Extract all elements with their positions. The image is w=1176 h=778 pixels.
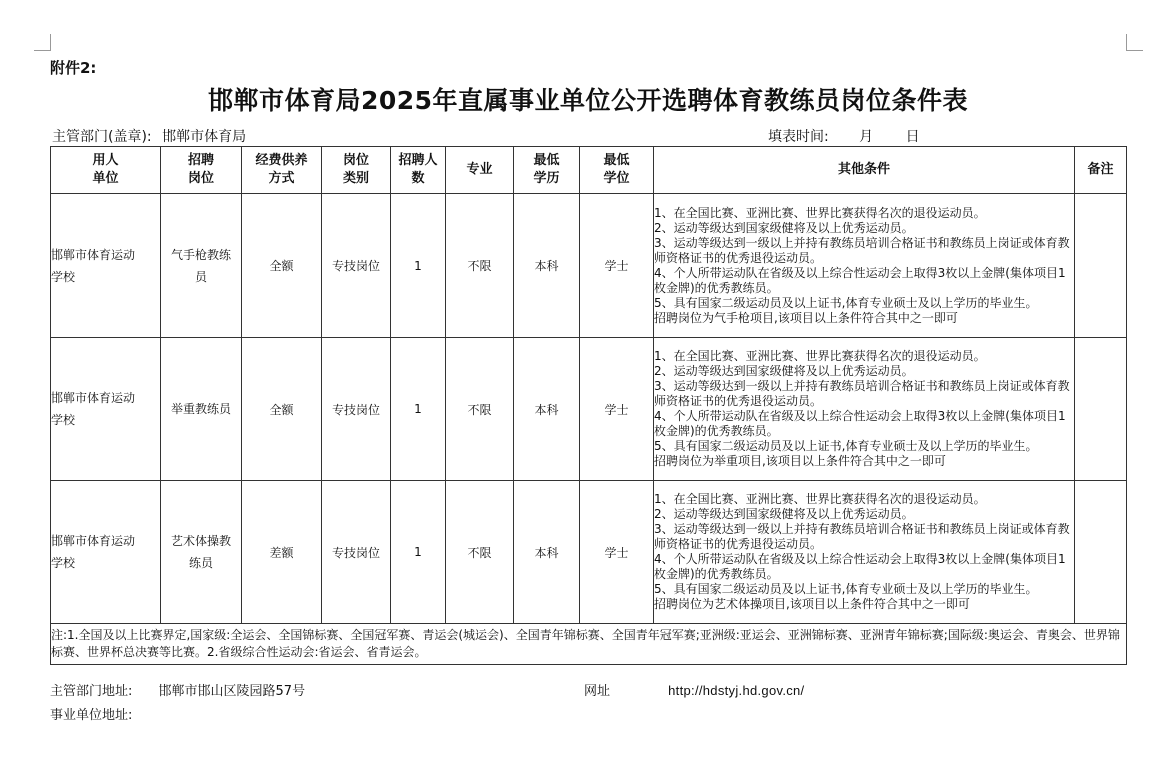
fill-time-day: 日 (905, 129, 920, 145)
condition-item: 3、运动等级达到一级以上并持有教练员培训合格证书和教练员上岗证或体育教师资格证书的优秀退役运动员。 (654, 379, 1070, 408)
condition-item: 4、个人所带运动队在省级及以上综合性运动会上取得3枚以上金牌(集体项目1枚金牌)的优秀教练员。 (654, 265, 1066, 295)
cell-post: 举重教练员 (161, 338, 242, 481)
cell-post-type: 专技岗位 (322, 338, 391, 481)
header-min-degree: 最低 学位 (580, 147, 654, 194)
cell-major: 不限 (446, 338, 514, 481)
cell-post: 气手枪教练 员 (161, 194, 242, 338)
cell-unit: 邯郸市体育运动 学校 (51, 194, 161, 338)
dept-value: 邯郸市体育局 (162, 129, 247, 145)
fill-time-month: 月 (859, 129, 874, 145)
cell-other-conditions (654, 338, 1075, 481)
header-remark: 备注 (1075, 147, 1127, 194)
position-conditions-table (50, 146, 1127, 665)
dept-label: 主管部门(盖章): (52, 129, 152, 145)
condition-item: 1、在全国比赛、亚洲比赛、世界比赛获得名次的退役运动员。 (654, 205, 986, 220)
unit-address-label: 事业单位地址: (50, 708, 133, 723)
condition-item: 2、运动等级达到国家级健将及以上优秀运动员。 (654, 507, 914, 521)
condition-item: 3、运动等级达到一级以上并持有教练员培训合格证书和教练员上岗证或体育教师资格证书的优秀退役运动员。 (654, 522, 1070, 551)
cell-remark (1075, 338, 1127, 481)
cell-min-degree: 学士 (580, 194, 654, 338)
cell-headcount: 1 (391, 194, 446, 338)
table-row (51, 338, 1127, 481)
cell-min-education: 本科 (514, 338, 580, 481)
table-note-row (51, 624, 1127, 665)
condition-item: 5、具有国家二级运动员及以上证书,体育专业硕士及以上学历的毕业生。 (654, 295, 1038, 310)
condition-item: 5、具有国家二级运动员及以上证书,体育专业硕士及以上学历的毕业生。 (654, 582, 1038, 596)
dept-address-value: 邯郸市邯山区陵园路57号 (158, 684, 306, 699)
header-major: 专业 (446, 147, 514, 194)
condition-item: 4、个人所带运动队在省级及以上综合性运动会上取得3枚以上金牌(集体项目1枚金牌)的优秀教练员。 (654, 409, 1066, 438)
fill-time (768, 126, 920, 146)
header-post: 招聘 岗位 (161, 147, 242, 194)
condition-item: 2、运动等级达到国家级健将及以上优秀运动员。 (654, 220, 914, 235)
dept-address (50, 680, 305, 699)
crop-mark-top-left (34, 34, 51, 51)
table-row (51, 481, 1127, 624)
website-link[interactable]: http://hdstyj.hd.gov.cn/ (668, 683, 805, 698)
cell-funding: 差额 (242, 481, 322, 624)
header-min-education: 最低 学历 (514, 147, 580, 194)
condition-item: 5、具有国家二级运动员及以上证书,体育专业硕士及以上学历的毕业生。 (654, 439, 1038, 453)
cell-other-conditions (654, 194, 1075, 338)
fill-time-label: 填表时间: (768, 129, 829, 145)
table-row (51, 194, 1127, 338)
condition-item: 招聘岗位为举重项目,该项目以上条件符合其中之一即可 (654, 454, 946, 468)
condition-item: 招聘岗位为艺术体操项目,该项目以上条件符合其中之一即可 (654, 597, 970, 611)
cell-min-degree: 学士 (580, 481, 654, 624)
cell-post: 艺术体操教 练员 (161, 481, 242, 624)
cell-min-education: 本科 (514, 481, 580, 624)
cell-major: 不限 (446, 194, 514, 338)
condition-item: 1、在全国比赛、亚洲比赛、世界比赛获得名次的退役运动员。 (654, 349, 986, 363)
cell-major: 不限 (446, 481, 514, 624)
table-header-row (51, 147, 1127, 194)
cell-headcount: 1 (391, 481, 446, 624)
website (584, 680, 804, 699)
header-unit: 用人 单位 (51, 147, 161, 194)
cell-funding: 全额 (242, 194, 322, 338)
condition-item: 2、运动等级达到国家级健将及以上优秀运动员。 (654, 364, 914, 378)
cell-funding: 全额 (242, 338, 322, 481)
cell-unit: 邯郸市体育运动 学校 (51, 338, 161, 481)
cell-min-degree: 学士 (580, 338, 654, 481)
header-funding: 经费供养 方式 (242, 147, 322, 194)
condition-item: 1、在全国比赛、亚洲比赛、世界比赛获得名次的退役运动员。 (654, 492, 986, 506)
header-other-conditions: 其他条件 (654, 147, 1075, 194)
cell-post-type: 专技岗位 (322, 481, 391, 624)
cell-headcount: 1 (391, 338, 446, 481)
website-label: 网址 (584, 684, 611, 699)
table-note: 注:1.全国及以上比赛界定,国家级:全运会、全国锦标赛、全国冠军赛、青运会(城运会)、全国青年锦标赛、全国青年冠军赛;亚洲级:亚运会、亚洲锦标赛、亚洲青年锦标赛;国际级:奥运会、青奥会、世界锦标赛、世界杯总决赛等比赛。2.省级综合性运动会:省运会、省青运会。 (51, 624, 1127, 665)
attachment-label: 附件2: (50, 59, 97, 77)
crop-mark-top-right (1126, 34, 1143, 51)
cell-post-type: 专技岗位 (322, 194, 391, 338)
condition-item: 3、运动等级达到一级以上并持有教练员培训合格证书和教练员上岗证或体育教师资格证书的优秀退役运动员。 (654, 235, 1070, 265)
supervising-department (52, 126, 246, 146)
header-headcount: 招聘人 数 (391, 147, 446, 194)
cell-min-education: 本科 (514, 194, 580, 338)
condition-item: 4、个人所带运动队在省级及以上综合性运动会上取得3枚以上金牌(集体项目1枚金牌)的优秀教练员。 (654, 552, 1066, 581)
header-post-type: 岗位 类别 (322, 147, 391, 194)
condition-item: 招聘岗位为气手枪项目,该项目以上条件符合其中之一即可 (654, 310, 958, 325)
cell-remark (1075, 481, 1127, 624)
dept-address-label: 主管部门地址: (50, 684, 133, 699)
document-title: 邯郸市体育局2025年直属事业单位公开选聘体育教练员岗位条件表 (207, 86, 969, 115)
cell-remark (1075, 194, 1127, 338)
cell-other-conditions (654, 481, 1075, 624)
cell-unit: 邯郸市体育运动 学校 (51, 481, 161, 624)
